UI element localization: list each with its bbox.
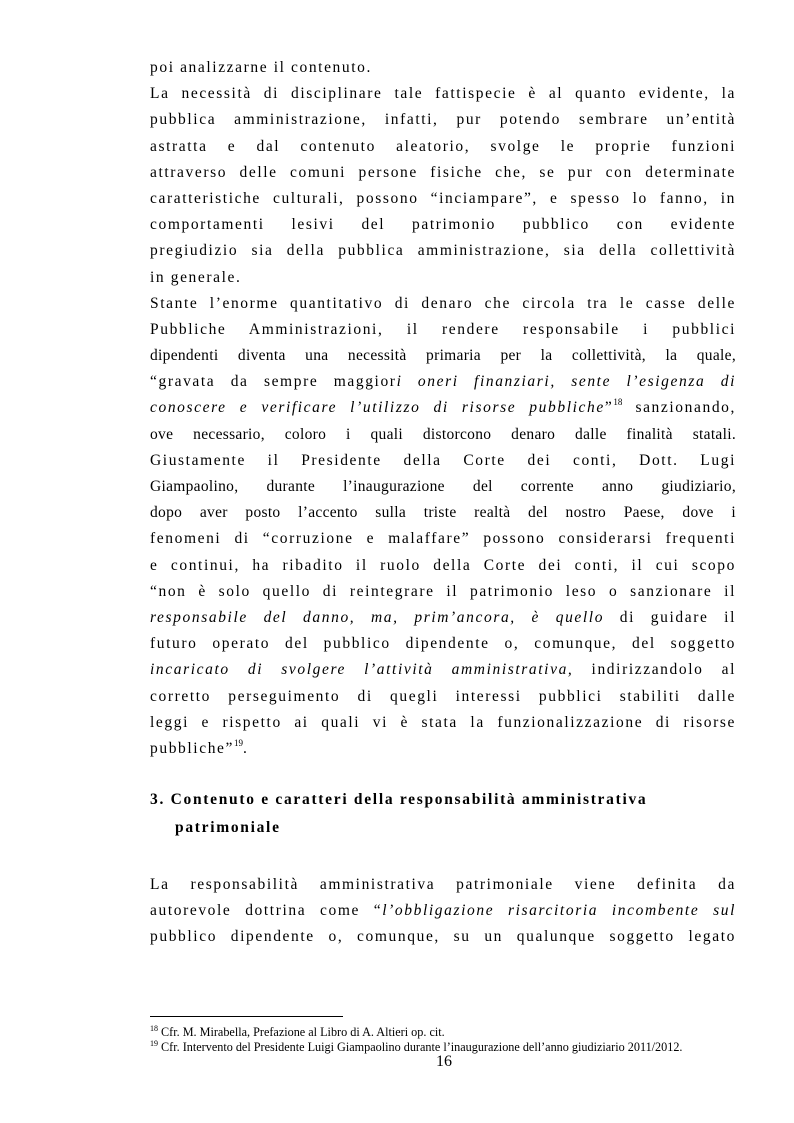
- footnote: [150, 1040, 750, 1054]
- footnote-text: Cfr. M. Mirabella, Prefazione al Libro di A. Altieri op. cit.: [158, 1025, 445, 1039]
- paragraph-line: fenomeni di “corruzione e malaffare” possono considerarsi frequenti: [150, 530, 736, 548]
- heading-line: 3. Contenuto e caratteri della responsabilità amministrativa: [150, 791, 648, 809]
- paragraph-line: ove necessario, coloro i quali distorcono denaro dalle finalità statali.: [150, 425, 736, 443]
- paragraph-line: “non è solo quello di reintegrare il patrimonio leso o sanzionare il: [150, 582, 736, 600]
- paragraph-line: astratta e dal contenuto aleatorio, svolge le proprie funzioni: [150, 137, 736, 155]
- footnote-ref[interactable]: 18: [613, 397, 623, 408]
- heading-line: patrimoniale: [175, 819, 281, 837]
- paragraph-line: pregiudizio sia della pubblica amministrazione, sia della collettività: [150, 242, 736, 260]
- paragraph-line: poi analizzarne il contenuto.: [150, 59, 372, 76]
- paragraph-line: pubblico dipendente o, comunque, su un qualunque soggetto legato: [150, 928, 736, 946]
- paragraph-line: [150, 605, 736, 631]
- text-run: di guidare il: [604, 608, 736, 626]
- paragraph-line: Giustamente il Presidente della Corte dei conti, Dott. Lugi: [150, 451, 736, 469]
- section-heading: [150, 786, 736, 842]
- paragraph-line: Giampaolino, durante l’inaugurazione del corrente anno giudiziario,: [150, 478, 736, 495]
- paragraph-line: leggi e rispetto ai quali vi è stata la funzionalizzazione di risorse: [150, 713, 736, 731]
- italic-text: conoscere e verificare l’utilizzo di risorse pubbliche: [150, 399, 605, 417]
- text-run: “gravata da sempre maggior: [150, 373, 397, 391]
- paragraph: [150, 872, 736, 951]
- spacer: [150, 762, 736, 786]
- paragraph-line: dopo aver posto l’accento sulla triste realtà del nostro Paese, dove i: [150, 504, 736, 522]
- text-run: .: [243, 739, 249, 757]
- footnote-number: 18: [150, 1024, 158, 1033]
- paragraph-line: [150, 395, 736, 421]
- paragraph-line: La responsabilità amministrativa patrimoniale viene definita da: [150, 876, 736, 894]
- paragraph-line: e continui, ha ribadito il ruolo della Corte dei conti, il cui scopo: [150, 556, 736, 574]
- italic-text: responsabile del danno, ma, prim’ancora, è quello: [150, 608, 605, 626]
- paragraph: [150, 81, 736, 291]
- paragraph-line: La necessità di disciplinare tale fattispecie è al quanto evidente, la: [150, 85, 736, 103]
- paragraph-line: [150, 657, 736, 683]
- paragraph: [150, 448, 736, 762]
- spacer: [150, 842, 736, 872]
- footnote-text: Cfr. Intervento del Presidente Luigi Giampaolino durante l’inaugurazione dell’anno giudiziario 2011/2012.: [158, 1040, 683, 1054]
- text-run: autorevole dottrina come “: [150, 902, 383, 920]
- paragraph-line: dipendenti diventa una necessità primaria per la collettività, la quale,: [150, 347, 736, 365]
- paragraph-line: pubblica amministrazione, infatti, pur potendo sembrare un’entità: [150, 111, 736, 129]
- text-run: indirizzandolo al: [573, 661, 737, 679]
- paragraph: [150, 291, 736, 448]
- text-run: ”: [604, 399, 614, 417]
- text-run: sanzionando,: [622, 399, 737, 417]
- paragraph-line: Stante l’enorme quantitativo di denaro che circola tra le casse delle: [150, 294, 736, 312]
- page-body: [150, 55, 736, 951]
- footnote-number: 19: [150, 1039, 158, 1048]
- paragraph-line: caratteristiche culturali, possono “inciampare”, e spesso lo fanno, in: [150, 189, 736, 207]
- footnote: [150, 1025, 750, 1039]
- paragraph-line: futuro operato del pubblico dipendente o, comunque, del soggetto: [150, 635, 736, 653]
- paragraph-line: in generale.: [150, 268, 242, 286]
- paragraph-line: [150, 898, 736, 924]
- paragraph-line: comportamenti lesivi del patrimonio pubblico con evidente: [150, 216, 736, 234]
- italic-text: l’obbligazione risarcitoria incombente sul: [382, 902, 736, 920]
- text-run: pubbliche”: [150, 739, 235, 757]
- footnote-ref[interactable]: 19: [234, 737, 244, 748]
- footnote-separator: [150, 1016, 343, 1017]
- paragraph-line: Pubbliche Amministrazioni, il rendere responsabile i pubblici: [150, 320, 736, 338]
- paragraph-line: [150, 736, 736, 762]
- paragraph-line: corretto perseguimento di quegli interessi pubblici stabiliti dalle: [150, 687, 736, 705]
- italic-text: incaricato di svolgere l’attività amministrativa,: [150, 661, 574, 679]
- paragraph-line: [150, 369, 736, 395]
- page-number: 16: [436, 1053, 452, 1070]
- paragraph-line: attraverso delle comuni persone fisiche che, se pur con determinate: [150, 163, 736, 181]
- italic-text: i oneri finanziari, sente l’esigenza di: [396, 373, 736, 391]
